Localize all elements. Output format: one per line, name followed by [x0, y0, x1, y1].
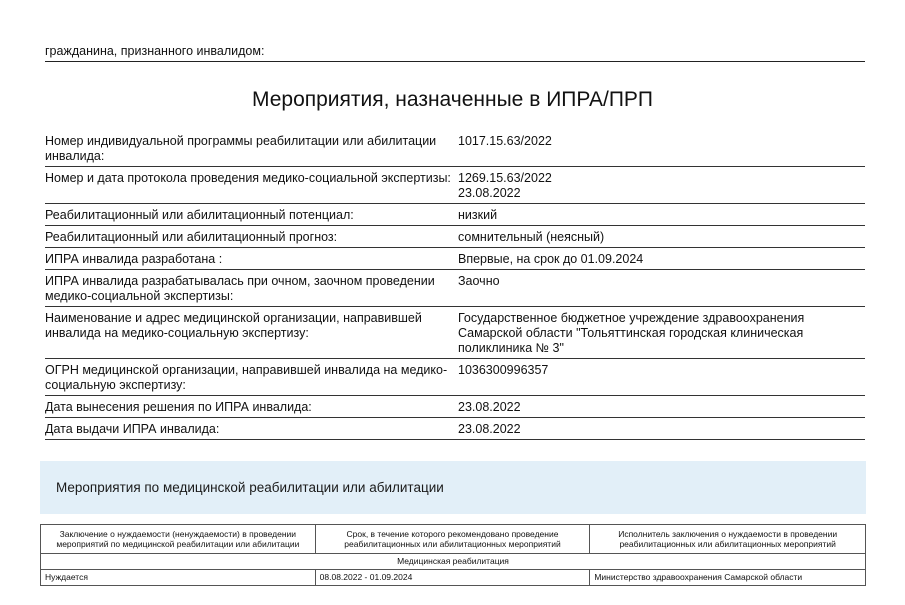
med-org-value: Государственное бюджетное учреждение здравоохранения Самарской области "Тольяттинская городская клиническая поликлиника № 3": [458, 307, 865, 359]
period-cell: 08.08.2022 - 01.09.2024: [315, 570, 590, 586]
issue-date-label: Дата выдачи ИПРА инвалида:: [45, 418, 458, 440]
prognosis-label: Реабилитационный или абилитационный прогноз:: [45, 226, 458, 248]
medical-rehab-banner: Мероприятия по медицинской реабилитации или абилитации: [40, 461, 866, 514]
exam-form-value: Заочно: [458, 270, 865, 307]
protocol-number: 1269.15.63/2022: [458, 171, 552, 185]
group-row: [41, 554, 866, 570]
table-row: [41, 570, 866, 586]
program-number-value: 1017.15.63/2022: [458, 130, 865, 167]
developed-label: ИПРА инвалида разработана :: [45, 248, 458, 270]
table-row: [45, 359, 865, 396]
table-row: [45, 307, 865, 359]
potential-label: Реабилитационный или абилитационный потенциал:: [45, 204, 458, 226]
table-row: [45, 248, 865, 270]
citizen-header-line: гражданина, признанного инвалидом:: [45, 44, 865, 62]
issue-date-value: 23.08.2022: [458, 418, 865, 440]
table-row: [45, 130, 865, 167]
table-row: [45, 167, 865, 204]
protocol-value: [458, 167, 865, 204]
need-column-header: Заключение о нуждаемости (ненуждаемости) в проведении мероприятий по медицинской реабилитации или абилитации: [41, 525, 316, 554]
ogrn-value: 1036300996357: [458, 359, 865, 396]
prognosis-value: сомнительный (неясный): [458, 226, 865, 248]
ogrn-label: ОГРН медицинской организации, направившей инвалида на медико-социальную экспертизу:: [45, 359, 458, 396]
table-row: [45, 396, 865, 418]
protocol-label: Номер и дата протокола проведения медико-социальной экспертизы:: [45, 167, 458, 204]
need-cell: Нуждается: [41, 570, 316, 586]
executor-column-header: Исполнитель заключения о нуждаемости в проведении реабилитационных или абилитационных мероприятий: [590, 525, 866, 554]
table-row: [45, 418, 865, 440]
potential-value: низкий: [458, 204, 865, 226]
decision-date-value: 23.08.2022: [458, 396, 865, 418]
ipra-info-table: [45, 130, 865, 440]
group-title: Медицинская реабилитация: [41, 554, 866, 570]
med-org-label: Наименование и адрес медицинской организации, направившей инвалида на медико-социальную экспертизу:: [45, 307, 458, 359]
developed-value: Впервые, на срок до 01.09.2024: [458, 248, 865, 270]
table-row: [45, 270, 865, 307]
section-title: Мероприятия, назначенные в ИПРА/ПРП: [251, 88, 654, 111]
decision-date-label: Дата вынесения решения по ИПРА инвалида:: [45, 396, 458, 418]
executor-cell: Министерство здравоохранения Самарской области: [590, 570, 866, 586]
table-header-row: [41, 525, 866, 554]
table-row: [45, 204, 865, 226]
period-column-header: Срок, в течение которого рекомендовано проведение реабилитационных или абилитационных мероприятий: [315, 525, 590, 554]
protocol-date: 23.08.2022: [458, 186, 521, 200]
program-number-label: Номер индивидуальной программы реабилитации или абилитации инвалида:: [45, 130, 458, 167]
measures-table: [40, 524, 866, 586]
table-row: [45, 226, 865, 248]
exam-form-label: ИПРА инвалида разрабатывалась при очном, заочном проведении медико-социальной экспертизы:: [45, 270, 458, 307]
